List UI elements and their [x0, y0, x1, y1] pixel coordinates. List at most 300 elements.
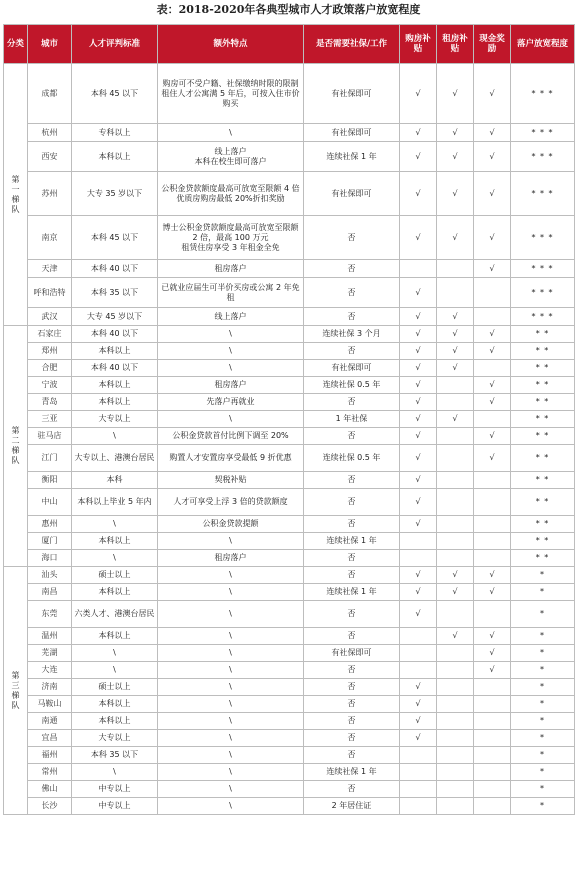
city-cell: 南昌 — [28, 584, 72, 601]
table-row — [4, 377, 575, 394]
city-cell: 成都 — [28, 64, 72, 124]
rent-subsidy-cell: √ — [437, 124, 474, 142]
criteria-cell: 本科 45 以下 — [72, 216, 158, 260]
table-row — [4, 696, 575, 713]
city-cell: 郑州 — [28, 343, 72, 360]
criteria-cell: 本科以上 — [72, 394, 158, 411]
rent-subsidy-cell — [437, 489, 474, 516]
tier-label: 第 二 梯 队 — [4, 326, 28, 567]
extra-feature-cell: \ — [158, 567, 304, 584]
table-row — [4, 472, 575, 489]
city-cell: 宜昌 — [28, 730, 72, 747]
criteria-cell: 本科 35 以下 — [72, 747, 158, 764]
table-row — [4, 679, 575, 696]
header-row — [4, 25, 575, 64]
extra-feature-cell: \ — [158, 764, 304, 781]
rent-subsidy-cell — [437, 260, 474, 278]
cash-reward-cell: √ — [474, 567, 511, 584]
purchase-subsidy-cell — [400, 260, 437, 278]
relaxation-level-cell: * * — [511, 360, 575, 377]
table-row — [4, 278, 575, 308]
city-cell: 佛山 — [28, 781, 72, 798]
relaxation-level-cell: * * — [511, 489, 575, 516]
relaxation-level-cell: * * — [511, 326, 575, 343]
extra-feature-cell: \ — [158, 679, 304, 696]
col-header-cash: 现金奖励 — [474, 25, 511, 64]
criteria-cell: 本科 40 以下 — [72, 326, 158, 343]
cash-reward-cell: √ — [474, 260, 511, 278]
relaxation-level-cell: * * * — [511, 216, 575, 260]
rent-subsidy-cell — [437, 645, 474, 662]
purchase-subsidy-cell: √ — [400, 308, 437, 326]
col-header-extra: 额外特点 — [158, 25, 304, 64]
cash-reward-cell: √ — [474, 142, 511, 172]
rent-subsidy-cell — [437, 278, 474, 308]
extra-feature-cell: 公积金贷款提额 — [158, 516, 304, 533]
rent-subsidy-cell: √ — [437, 584, 474, 601]
table-row — [4, 216, 575, 260]
criteria-cell: 本科 40 以下 — [72, 260, 158, 278]
criteria-cell: 本科以上 — [72, 377, 158, 394]
table-row — [4, 489, 575, 516]
extra-feature-cell: \ — [158, 798, 304, 815]
criteria-cell: 大专 35 岁以下 — [72, 172, 158, 216]
cash-reward-cell: √ — [474, 172, 511, 216]
cash-reward-cell — [474, 516, 511, 533]
rent-subsidy-cell: √ — [437, 216, 474, 260]
table-row — [4, 730, 575, 747]
purchase-subsidy-cell: √ — [400, 713, 437, 730]
tier-label: 第 一 梯 队 — [4, 64, 28, 326]
cash-reward-cell: √ — [474, 445, 511, 472]
social-security-cell: 否 — [304, 472, 400, 489]
purchase-subsidy-cell — [400, 747, 437, 764]
criteria-cell: 本科以上毕业 5 年内 — [72, 489, 158, 516]
criteria-cell: 硕士以上 — [72, 567, 158, 584]
purchase-subsidy-cell — [400, 798, 437, 815]
extra-feature-cell: 人才可享受上浮 3 倍的贷款额度 — [158, 489, 304, 516]
purchase-subsidy-cell — [400, 533, 437, 550]
tier-label: 第 三 梯 队 — [4, 567, 28, 815]
relaxation-level-cell: * * — [511, 472, 575, 489]
city-cell: 南京 — [28, 216, 72, 260]
rent-subsidy-cell — [437, 730, 474, 747]
social-security-cell: 否 — [304, 601, 400, 628]
social-security-cell: 否 — [304, 428, 400, 445]
purchase-subsidy-cell: √ — [400, 428, 437, 445]
table-row — [4, 360, 575, 377]
cash-reward-cell: √ — [474, 662, 511, 679]
criteria-cell: 大专以上、港澳台居民 — [72, 445, 158, 472]
criteria-cell: 本科以上 — [72, 584, 158, 601]
social-security-cell: 否 — [304, 747, 400, 764]
social-security-cell: 连续社保 1 年 — [304, 533, 400, 550]
cash-reward-cell — [474, 360, 511, 377]
criteria-cell: 大专 45 岁以下 — [72, 308, 158, 326]
table-row — [4, 124, 575, 142]
criteria-cell: \ — [72, 645, 158, 662]
criteria-cell: 本科 35 以下 — [72, 278, 158, 308]
relaxation-level-cell: * * * — [511, 124, 575, 142]
cash-reward-cell — [474, 679, 511, 696]
city-cell: 厦门 — [28, 533, 72, 550]
city-cell: 马鞍山 — [28, 696, 72, 713]
social-security-cell: 否 — [304, 567, 400, 584]
cash-reward-cell — [474, 696, 511, 713]
city-cell: 惠州 — [28, 516, 72, 533]
cash-reward-cell — [474, 533, 511, 550]
social-security-cell: 否 — [304, 216, 400, 260]
cash-reward-cell: √ — [474, 584, 511, 601]
extra-feature-cell: 租房落户 — [158, 550, 304, 567]
extra-feature-cell: \ — [158, 326, 304, 343]
social-security-cell: 2 年居住证 — [304, 798, 400, 815]
cash-reward-cell: √ — [474, 326, 511, 343]
table-row — [4, 798, 575, 815]
extra-feature-cell: 契税补贴 — [158, 472, 304, 489]
table-row — [4, 428, 575, 445]
rent-subsidy-cell — [437, 550, 474, 567]
table-body — [4, 64, 575, 815]
criteria-cell: \ — [72, 764, 158, 781]
extra-feature-cell: \ — [158, 747, 304, 764]
relaxation-level-cell: * * * — [511, 142, 575, 172]
city-cell: 大连 — [28, 662, 72, 679]
relaxation-level-cell: * — [511, 798, 575, 815]
purchase-subsidy-cell: √ — [400, 377, 437, 394]
cash-reward-cell: √ — [474, 428, 511, 445]
table-row — [4, 713, 575, 730]
cash-reward-cell — [474, 798, 511, 815]
social-security-cell: 有社保即可 — [304, 172, 400, 216]
purchase-subsidy-cell: √ — [400, 584, 437, 601]
relaxation-level-cell: * * — [511, 533, 575, 550]
cash-reward-cell — [474, 308, 511, 326]
city-cell: 汕头 — [28, 567, 72, 584]
rent-subsidy-cell — [437, 472, 474, 489]
city-cell: 青岛 — [28, 394, 72, 411]
extra-feature-cell: \ — [158, 343, 304, 360]
purchase-subsidy-cell: √ — [400, 394, 437, 411]
table-row — [4, 411, 575, 428]
criteria-cell: 中专以上 — [72, 798, 158, 815]
purchase-subsidy-cell — [400, 645, 437, 662]
city-cell: 南通 — [28, 713, 72, 730]
cash-reward-cell — [474, 764, 511, 781]
social-security-cell: 否 — [304, 489, 400, 516]
city-cell: 呼和浩特 — [28, 278, 72, 308]
criteria-cell: 本科 — [72, 472, 158, 489]
social-security-cell: 有社保即可 — [304, 645, 400, 662]
social-security-cell: 连续社保 3 个月 — [304, 326, 400, 343]
social-security-cell: 否 — [304, 781, 400, 798]
city-cell: 海口 — [28, 550, 72, 567]
city-cell: 石家庄 — [28, 326, 72, 343]
social-security-cell: 连续社保 0.5 年 — [304, 377, 400, 394]
extra-feature-cell: 已就业应届生可半价买房或公寓 2 年免租 — [158, 278, 304, 308]
table-row — [4, 142, 575, 172]
rent-subsidy-cell — [437, 679, 474, 696]
col-header-social: 是否需要社保/工作 — [304, 25, 400, 64]
extra-feature-cell: \ — [158, 662, 304, 679]
relaxation-level-cell: * — [511, 730, 575, 747]
cash-reward-cell — [474, 730, 511, 747]
rent-subsidy-cell — [437, 601, 474, 628]
extra-feature-cell: 租房落户 — [158, 377, 304, 394]
table-row — [4, 781, 575, 798]
rent-subsidy-cell — [437, 533, 474, 550]
extra-feature-cell: 购置人才安置房享受最低 9 折优惠 — [158, 445, 304, 472]
city-cell: 江门 — [28, 445, 72, 472]
extra-feature-cell: 公积金贷款额度最高可放宽至限额 4 倍 优质房购房最低 20%折扣奖励 — [158, 172, 304, 216]
col-header-rent: 租房补贴 — [437, 25, 474, 64]
social-security-cell: 连续社保 1 年 — [304, 142, 400, 172]
col-header-criteria: 人才评判标准 — [72, 25, 158, 64]
extra-feature-cell: \ — [158, 124, 304, 142]
social-security-cell: 否 — [304, 662, 400, 679]
criteria-cell: 本科以上 — [72, 142, 158, 172]
table-row — [4, 645, 575, 662]
rent-subsidy-cell — [437, 781, 474, 798]
cash-reward-cell — [474, 713, 511, 730]
table-row — [4, 747, 575, 764]
rent-subsidy-cell — [437, 662, 474, 679]
city-cell: 苏州 — [28, 172, 72, 216]
rent-subsidy-cell — [437, 747, 474, 764]
extra-feature-cell: 购房可不受户籍、社保缴纳时限的限制 租住人才公寓满 5 年后，可按入住市价购买 — [158, 64, 304, 124]
purchase-subsidy-cell: √ — [400, 696, 437, 713]
relaxation-level-cell: * — [511, 764, 575, 781]
table-row — [4, 567, 575, 584]
purchase-subsidy-cell: √ — [400, 172, 437, 216]
purchase-subsidy-cell: √ — [400, 64, 437, 124]
table-row — [4, 260, 575, 278]
purchase-subsidy-cell: √ — [400, 516, 437, 533]
purchase-subsidy-cell: √ — [400, 142, 437, 172]
table-row — [4, 172, 575, 216]
table-row — [4, 308, 575, 326]
cash-reward-cell: √ — [474, 645, 511, 662]
rent-subsidy-cell: √ — [437, 567, 474, 584]
table-row — [4, 584, 575, 601]
rent-subsidy-cell: √ — [437, 142, 474, 172]
relaxation-level-cell: * * * — [511, 308, 575, 326]
relaxation-level-cell: * * * — [511, 278, 575, 308]
cash-reward-cell: √ — [474, 216, 511, 260]
criteria-cell: \ — [72, 428, 158, 445]
extra-feature-cell: 线上落户 — [158, 308, 304, 326]
rent-subsidy-cell: √ — [437, 64, 474, 124]
table-row — [4, 662, 575, 679]
rent-subsidy-cell — [437, 428, 474, 445]
cash-reward-cell — [474, 747, 511, 764]
city-cell: 杭州 — [28, 124, 72, 142]
relaxation-level-cell: * * — [511, 343, 575, 360]
extra-feature-cell: \ — [158, 360, 304, 377]
cash-reward-cell — [474, 278, 511, 308]
social-security-cell: 否 — [304, 696, 400, 713]
purchase-subsidy-cell — [400, 662, 437, 679]
criteria-cell: 大专以上 — [72, 730, 158, 747]
purchase-subsidy-cell: √ — [400, 601, 437, 628]
extra-feature-cell: \ — [158, 411, 304, 428]
cash-reward-cell — [474, 601, 511, 628]
criteria-cell: 本科 40 以下 — [72, 360, 158, 377]
social-security-cell: 否 — [304, 278, 400, 308]
table-row — [4, 64, 575, 124]
city-cell: 衡阳 — [28, 472, 72, 489]
rent-subsidy-cell — [437, 764, 474, 781]
table-row — [4, 343, 575, 360]
city-cell: 天津 — [28, 260, 72, 278]
col-header-city: 城市 — [28, 25, 72, 64]
social-security-cell: 有社保即可 — [304, 64, 400, 124]
city-cell: 中山 — [28, 489, 72, 516]
relaxation-level-cell: * — [511, 601, 575, 628]
city-cell: 武汉 — [28, 308, 72, 326]
criteria-cell: 本科 45 以下 — [72, 64, 158, 124]
extra-feature-cell: 先落户再就业 — [158, 394, 304, 411]
extra-feature-cell: \ — [158, 628, 304, 645]
cash-reward-cell — [474, 550, 511, 567]
relaxation-level-cell: * * * — [511, 172, 575, 216]
cash-reward-cell: √ — [474, 343, 511, 360]
relaxation-level-cell: * * — [511, 394, 575, 411]
criteria-cell: 中专以上 — [72, 781, 158, 798]
rent-subsidy-cell: √ — [437, 172, 474, 216]
purchase-subsidy-cell — [400, 781, 437, 798]
criteria-cell: \ — [72, 550, 158, 567]
criteria-cell: 大专以上 — [72, 411, 158, 428]
relaxation-level-cell: * * — [511, 428, 575, 445]
city-cell: 合肥 — [28, 360, 72, 377]
criteria-cell: 六类人才、港澳台居民 — [72, 601, 158, 628]
extra-feature-cell: \ — [158, 601, 304, 628]
purchase-subsidy-cell: √ — [400, 326, 437, 343]
table-row — [4, 550, 575, 567]
col-header-tier: 分类 — [4, 25, 28, 64]
relaxation-level-cell: * * — [511, 550, 575, 567]
city-cell: 长沙 — [28, 798, 72, 815]
rent-subsidy-cell — [437, 394, 474, 411]
city-cell: 福州 — [28, 747, 72, 764]
table-row — [4, 394, 575, 411]
extra-feature-cell: 公积金贷款首付比例下调至 20% — [158, 428, 304, 445]
criteria-cell: 本科以上 — [72, 533, 158, 550]
city-cell: 驻马店 — [28, 428, 72, 445]
rent-subsidy-cell — [437, 798, 474, 815]
rent-subsidy-cell: √ — [437, 360, 474, 377]
criteria-cell: 本科以上 — [72, 628, 158, 645]
cash-reward-cell — [474, 472, 511, 489]
table-row — [4, 326, 575, 343]
purchase-subsidy-cell — [400, 764, 437, 781]
cash-reward-cell: √ — [474, 628, 511, 645]
city-cell: 温州 — [28, 628, 72, 645]
social-security-cell: 否 — [304, 628, 400, 645]
criteria-cell: 本科以上 — [72, 696, 158, 713]
cash-reward-cell — [474, 489, 511, 516]
purchase-subsidy-cell: √ — [400, 730, 437, 747]
criteria-cell: \ — [72, 516, 158, 533]
city-cell: 芜湖 — [28, 645, 72, 662]
col-header-level: 落户放宽程度 — [511, 25, 575, 64]
cash-reward-cell: √ — [474, 394, 511, 411]
cash-reward-cell: √ — [474, 377, 511, 394]
rent-subsidy-cell — [437, 377, 474, 394]
city-cell: 宁波 — [28, 377, 72, 394]
purchase-subsidy-cell: √ — [400, 472, 437, 489]
table-row — [4, 601, 575, 628]
purchase-subsidy-cell: √ — [400, 411, 437, 428]
cash-reward-cell: √ — [474, 64, 511, 124]
table-row — [4, 516, 575, 533]
purchase-subsidy-cell: √ — [400, 124, 437, 142]
extra-feature-cell: \ — [158, 696, 304, 713]
relaxation-level-cell: * — [511, 645, 575, 662]
rent-subsidy-cell: √ — [437, 343, 474, 360]
criteria-cell: 硕士以上 — [72, 679, 158, 696]
extra-feature-cell: \ — [158, 533, 304, 550]
criteria-cell: 本科以上 — [72, 343, 158, 360]
rent-subsidy-cell — [437, 713, 474, 730]
city-cell: 常州 — [28, 764, 72, 781]
purchase-subsidy-cell: √ — [400, 567, 437, 584]
extra-feature-cell: \ — [158, 645, 304, 662]
city-cell: 济南 — [28, 679, 72, 696]
col-header-buy: 购房补贴 — [400, 25, 437, 64]
social-security-cell: 否 — [304, 260, 400, 278]
purchase-subsidy-cell — [400, 550, 437, 567]
rent-subsidy-cell — [437, 696, 474, 713]
rent-subsidy-cell — [437, 445, 474, 472]
criteria-cell: 本科以上 — [72, 713, 158, 730]
relaxation-level-cell: * * — [511, 516, 575, 533]
extra-feature-cell: \ — [158, 584, 304, 601]
social-security-cell: 否 — [304, 516, 400, 533]
relaxation-level-cell: * — [511, 747, 575, 764]
city-cell: 东莞 — [28, 601, 72, 628]
extra-feature-cell: 租房落户 — [158, 260, 304, 278]
relaxation-level-cell: * * * — [511, 260, 575, 278]
purchase-subsidy-cell — [400, 628, 437, 645]
policy-table — [3, 24, 575, 815]
rent-subsidy-cell: √ — [437, 628, 474, 645]
table-row — [4, 628, 575, 645]
social-security-cell: 否 — [304, 730, 400, 747]
table-title: 表：2018-2020年各典型城市人才政策落户放宽程度 — [156, 3, 421, 16]
rent-subsidy-cell — [437, 516, 474, 533]
social-security-cell: 有社保即可 — [304, 360, 400, 377]
social-security-cell: 否 — [304, 550, 400, 567]
relaxation-level-cell: * — [511, 679, 575, 696]
relaxation-level-cell: * * — [511, 411, 575, 428]
purchase-subsidy-cell: √ — [400, 489, 437, 516]
city-cell: 三亚 — [28, 411, 72, 428]
relaxation-level-cell: * — [511, 662, 575, 679]
extra-feature-cell: 线上落户 本科在校生即可落户 — [158, 142, 304, 172]
cash-reward-cell — [474, 411, 511, 428]
purchase-subsidy-cell: √ — [400, 343, 437, 360]
cash-reward-cell: √ — [474, 124, 511, 142]
criteria-cell: \ — [72, 662, 158, 679]
cash-reward-cell — [474, 781, 511, 798]
rent-subsidy-cell: √ — [437, 411, 474, 428]
table-row — [4, 533, 575, 550]
social-security-cell: 1 年社保 — [304, 411, 400, 428]
social-security-cell: 否 — [304, 679, 400, 696]
relaxation-level-cell: * — [511, 713, 575, 730]
